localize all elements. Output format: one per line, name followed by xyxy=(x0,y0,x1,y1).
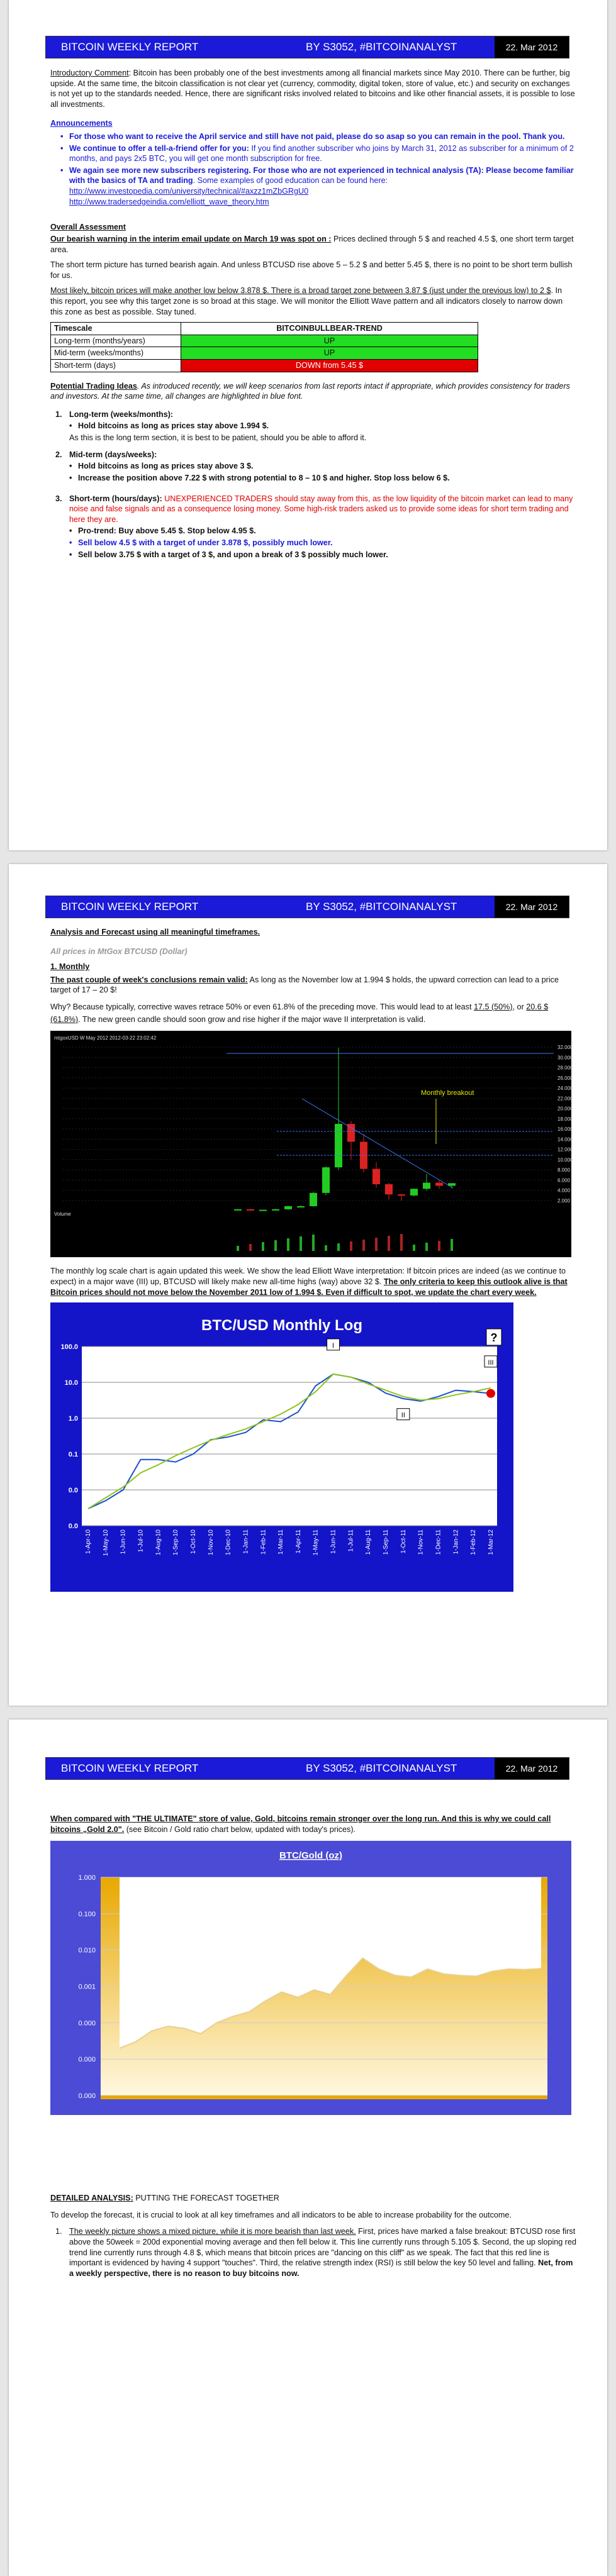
x-tick-label: 1-May-10 xyxy=(102,1530,109,1557)
volume-bar xyxy=(438,1241,440,1251)
log-chart-paragraph: The monthly log scale chart is again updated this week. We show the lead Elliott Wave interpretation: If bitcoin prices are indeed (as we continue to expect) in a major wave (III) up, BTCUSD will likely make new all-time highs (way) above 32 $. The only criteria to keep this outlook alive is that Bitcoin prices should not move below the November 2011 low of 1.994 $. Even if difficult to spot, we update the chart every week. xyxy=(50,1267,568,1297)
overall-paragraph: Our bearish warning in the interim email update on March 19 was spot on : Prices declined through 5 $ and reached 4.5 $, one short term target area. xyxy=(50,234,574,254)
candle-body xyxy=(234,1209,242,1211)
monthly-paragraph: Why? Because typically, corrective waves retrace 50% or even 61.8% of the preceding move. This would lead to at least 17.5 (50%), or 20.6 $ (61.8%). The new green candle should soon grow and rise higher if the major wave II interpretation is valid. xyxy=(50,1002,549,1024)
x-tick-label: 1-Dec-11 xyxy=(435,1530,442,1555)
y-tick-label: 100.0 xyxy=(60,1343,78,1352)
report-author: BY S3052, #BITCOINANALYST xyxy=(299,36,495,58)
candle-body xyxy=(372,1169,380,1184)
overall-heading: Overall Assessment xyxy=(50,223,126,232)
education-link[interactable]: http://www.investopedia.com/university/technical/#axzz1mZbGRgU0 xyxy=(69,187,309,196)
y-tick-label: 0.0 xyxy=(68,1523,78,1531)
report-date: 22. Mar 2012 xyxy=(495,1758,569,1779)
trend-table xyxy=(50,322,478,372)
x-tick-label: 1-Jun-10 xyxy=(120,1530,127,1555)
y-tick-label: 0.0 xyxy=(68,1487,78,1495)
table-row: Long-term (months/years) UP xyxy=(51,335,478,347)
report-banner xyxy=(45,896,569,918)
y-tick-label: 6.000 xyxy=(557,1177,571,1184)
trading-ideas-list xyxy=(50,409,576,560)
x-tick-label: 1-Oct-11 xyxy=(400,1530,407,1554)
volume-bar xyxy=(425,1243,428,1251)
trading-idea-short-term: 3. Short-term (hours/days): UNEXPERIENCED TRADERS should stay away from this, as the low liquidity of the bitcoin market can lead to many noise and false signals and as a consequence losing money. Some high-risk traders asked us to provide some ideas for short term trading and here they are. • Pro-trend: Buy above 5.45 $. Stop below 4.95 $. • Sell below 4.5 $ with a target of under 3.878 $, possibly much lower. • Sell below 3.75 $ with a target of 3 $, and upon a break of 3 $ possibly much lower. xyxy=(50,494,576,560)
wave-label: III xyxy=(488,1358,494,1367)
plot-area xyxy=(82,1346,497,1526)
wave-label: I xyxy=(332,1342,335,1350)
y-tick-label: 1.000 xyxy=(78,1874,96,1882)
chart-header: mtgoxUSD W May 2012 2012-03-22 23:02:42 xyxy=(54,1035,157,1041)
table-row: Mid-term (weeks/months) UP xyxy=(51,347,478,360)
announcement-item: • For those who want to receive the April service and still have not paid, please do so asap so you can remain in the pool. Thank you. xyxy=(60,131,576,142)
volume-bar xyxy=(237,1246,239,1251)
report-title: BITCOIN WEEKLY REPORT xyxy=(46,896,299,918)
y-tick-label: 0.100 xyxy=(78,1911,96,1919)
y-tick-label: 0.000 xyxy=(78,2056,96,2064)
btc-gold-svg xyxy=(50,1841,571,2115)
btcusd-log-chart xyxy=(50,1302,513,1592)
y-tick-label: 24.000 xyxy=(557,1085,573,1092)
announcement-item: • We again see more new subscribers registering. For those who are not experienced in technical analysis (TA): Please become familiar with the basics of TA and trading. Some examples of good education can be found here: http://www.investopedia.com/university/technical/#axzz1mZbGRgU0 http://www.tradersedgeindia.com/elliott_wave_theory.htm xyxy=(60,165,576,207)
candle-body xyxy=(435,1183,443,1186)
gold-paragraph: When compared with "THE ULTIMATE" store of value, Gold, bitcoins remain stronger over the long run. And this is why we could call bitcoins „Gold 2.0". (see Bitcoin / Gold ratio chart below, updated with today's prices). xyxy=(50,1814,551,1834)
detailed-list xyxy=(50,2226,576,2279)
monthly-paragraph: The past couple of week's conclusions remain valid: As long as the November low at 1.994 $ holds, the upward correction can lead to a price target of 17 – 20 $! xyxy=(50,975,559,995)
candle-body xyxy=(247,1209,254,1211)
candle-body xyxy=(259,1210,267,1211)
y-tick-label: 26.000 xyxy=(557,1075,573,1082)
y-tick-label: 1.0 xyxy=(68,1415,78,1423)
y-tick-label: 28.000 xyxy=(557,1065,573,1071)
y-tick-label: 8.000 xyxy=(557,1167,571,1174)
report-author: BY S3052, #BITCOINANALYST xyxy=(299,896,495,918)
detailed-item-weekly: 1. The weekly picture shows a mixed picture, while it is more bearish than last week. First, prices have marked a false breakout: BTCUSD rose first above the 50week = 200d exponential moving average and then fell below it. This line currently runs through 5.105 $. Second, the up sloping red trend line currently runs through 4.8 $, which means that bitcoin prices are "dancing on this cliff" as we speak. The fact that this red line is important is evidenced by having 4 support "touches". Third, the relative strength index (RSI) is still below the key 50 level and falling. Net, from a weekly perspective, there is no reason to buy bitcoins now. xyxy=(55,2227,576,2278)
y-tick-label: 0.000 xyxy=(78,2092,96,2101)
x-tick-label: 1-Nov-11 xyxy=(417,1530,425,1555)
x-tick-label: 1-Apr-10 xyxy=(85,1530,92,1555)
volume-bar xyxy=(312,1235,315,1251)
x-tick-label: 1-May-11 xyxy=(312,1530,320,1556)
report-title: BITCOIN WEEKLY REPORT xyxy=(46,36,299,58)
x-tick-label: 1-Mar-12 xyxy=(488,1530,495,1555)
question-mark: ? xyxy=(490,1331,498,1345)
y-tick-label: 2.000 xyxy=(557,1198,571,1204)
report-page-2 xyxy=(9,864,607,1706)
detailed-heading: DETAILED ANALYSIS: PUTTING THE FORECAST TOGETHER xyxy=(50,2194,279,2203)
x-tick-label: 1-Aug-11 xyxy=(365,1530,372,1555)
x-tick-label: 1-Jul-10 xyxy=(137,1530,145,1553)
x-tick-label: 1-Aug-10 xyxy=(155,1530,162,1556)
overall-paragraph: The short term picture has turned bearish again. And unless BTCUSD rise above 5 – 5.2 $ and better 5.45 $, there is no point to be short term bullish for us. xyxy=(50,260,573,280)
plot-baseline xyxy=(101,2096,547,2099)
x-tick-label: 1-Jan-11 xyxy=(242,1530,250,1554)
y-tick-label: 16.000 xyxy=(557,1126,573,1133)
volume-bar xyxy=(362,1240,365,1251)
y-tick-label: 0.001 xyxy=(78,1983,96,1991)
announcements-list xyxy=(60,131,576,207)
monthly-candlestick-chart xyxy=(50,1031,571,1257)
volume-bar xyxy=(400,1234,403,1251)
x-tick-label: 1-Sep-10 xyxy=(172,1530,180,1556)
candle-body xyxy=(284,1206,292,1209)
announcement-item: • We continue to offer a tell-a-friend offer for you: If you find another subscriber who joins by March 31, 2012 as subscriber for a minimum of 2 months, and pays 2x5 BTC, you will get one month subscription for free. xyxy=(60,143,576,164)
volume-bar xyxy=(287,1238,289,1251)
y-tick-label: 14.000 xyxy=(557,1136,573,1143)
y-tick-label: 0.000 xyxy=(78,2019,96,2028)
volume-bar xyxy=(262,1242,264,1251)
x-tick-label: 1-Apr-11 xyxy=(294,1530,302,1554)
table-header-row: Timescale BITCOINBULLBEAR-TREND xyxy=(51,323,478,335)
detailed-paragraph: To develop the forecast, it is crucial to look at all key timeframes and all indicators to be able to increase probability for the outcome. xyxy=(50,2210,512,2219)
volume-bar xyxy=(413,1245,415,1251)
chart-title: BTC/USD Monthly Log xyxy=(201,1317,362,1335)
x-tick-label: 1-Jan-12 xyxy=(452,1530,460,1555)
y-tick-label: 32.000 xyxy=(557,1045,573,1051)
x-tick-label: 1-Sep-11 xyxy=(383,1530,390,1555)
volume-bar xyxy=(325,1245,327,1251)
prices-note: All prices in MtGox BTCUSD (Dollar) xyxy=(50,947,188,956)
volume-bar xyxy=(274,1240,277,1251)
x-tick-label: 1-Feb-11 xyxy=(260,1530,267,1555)
report-date: 22. Mar 2012 xyxy=(495,36,569,58)
report-page-1 xyxy=(9,0,607,850)
report-title: BITCOIN WEEKLY REPORT xyxy=(46,1758,299,1779)
chart-title: BTC/Gold (oz) xyxy=(279,1850,342,1862)
report-author: BY S3052, #BITCOINANALYST xyxy=(299,1758,495,1779)
candle-body xyxy=(398,1195,405,1196)
y-tick-label: 10.0 xyxy=(64,1379,78,1387)
monthly-breakout-label: Monthly breakout xyxy=(421,1089,474,1097)
education-link[interactable]: http://www.tradersedgeindia.com/elliott_wave_theory.htm xyxy=(69,197,269,206)
x-tick-label: 1-Jul-11 xyxy=(347,1530,355,1552)
volume-bar xyxy=(249,1244,252,1251)
x-tick-label: 1-Nov-10 xyxy=(207,1530,215,1556)
page-2-content xyxy=(50,927,576,1592)
candle-body xyxy=(335,1124,342,1167)
volume-bar xyxy=(300,1236,302,1251)
candle-body xyxy=(347,1124,355,1141)
x-tick-label: 1-Oct-10 xyxy=(189,1530,197,1555)
volume-bar xyxy=(337,1243,340,1251)
y-tick-label: 4.000 xyxy=(557,1188,571,1194)
monthly-heading: 1. Monthly xyxy=(50,962,90,972)
y-tick-label: 20.000 xyxy=(557,1106,573,1112)
volume-bar xyxy=(350,1241,352,1251)
page-1-content xyxy=(50,68,576,566)
candlestick-svg xyxy=(50,1031,571,1257)
report-banner xyxy=(45,1757,569,1780)
candle-body xyxy=(385,1184,393,1194)
candle-body xyxy=(322,1167,330,1193)
y-tick-label: 30.000 xyxy=(557,1055,573,1061)
overall-paragraph: Most likely, bitcoin prices will make another low below 3.878 $. There is a broad target zone between 3.87 $ (just under the previous low) to 2 $. In this report, you see why this target zone is so broad at this stage. We will monitor the Elliott Wave pattern and all indicators closely to narrow down this zone as best as possible. Stay tuned. xyxy=(50,286,563,316)
volume-bar xyxy=(375,1238,378,1251)
candle-body xyxy=(272,1209,279,1211)
trading-idea-long-term: 1. Long-term (weeks/months): • Hold bitcoins as long as prices stay above 1.994 $. As this is the long term section, it is best to be patient, should you be able to afford it. xyxy=(50,409,576,443)
y-tick-label: 10.000 xyxy=(557,1157,573,1163)
announcements-heading: Announcements xyxy=(50,119,113,128)
y-tick-label: 12.000 xyxy=(557,1146,573,1153)
current-price-dot xyxy=(486,1389,495,1398)
candle-body xyxy=(410,1189,418,1196)
trading-ideas-intro: Potential Trading Ideas. As introduced recently, we will keep scenarios from last reports intact if appropriate, which provides consistency for traders and investors. At the same time, all changes are highlighted in blue font. xyxy=(50,381,570,401)
y-tick-label: 0.010 xyxy=(78,1946,96,1955)
x-tick-label: 1-Jun-11 xyxy=(330,1530,337,1554)
intro-paragraph: Introductory Comment: Bitcoin has been probably one of the best investments among all financial markets since May 2010. There can be further, big upside. At the same time, the bitcoin classification is not clear yet (currency, commodity, digital token, store of value, etc.) and security on exchanges is not yet up to the standards needed. Hence, there are significant risks involved related to bitcoins and like other financial assets, it is possible to lose all investments. xyxy=(50,69,575,109)
trading-idea-mid-term: 2. Mid-term (days/weeks): • Hold bitcoins as long as prices stay above 3 $. • Increase the position above 7.22 $ with strong potential to 8 – 10 $ and higher. Stop loss below 6 $. xyxy=(50,450,576,484)
y-tick-label: 0.1 xyxy=(68,1451,78,1459)
x-tick-label: 1-Dec-10 xyxy=(225,1530,232,1556)
y-tick-label: 18.000 xyxy=(557,1116,573,1123)
y-tick-label: 22.000 xyxy=(557,1096,573,1102)
page-3-content xyxy=(50,1814,576,2285)
x-tick-label: 1-Mar-11 xyxy=(277,1530,285,1555)
volume-bar xyxy=(388,1236,390,1251)
btc-gold-chart xyxy=(50,1841,571,2115)
volume-bar xyxy=(451,1239,453,1251)
btcusd-log-svg xyxy=(50,1302,513,1592)
analysis-heading: Analysis and Forecast using all meaningful timeframes. xyxy=(50,928,260,936)
wave-label: II xyxy=(401,1411,405,1419)
report-date: 22. Mar 2012 xyxy=(495,896,569,918)
report-banner xyxy=(45,36,569,58)
candle-body xyxy=(423,1183,430,1189)
x-tick-label: 1-Feb-12 xyxy=(470,1530,478,1555)
candle-body xyxy=(310,1193,317,1206)
candle-body xyxy=(297,1206,305,1208)
table-row: Short-term (days) DOWN from 5.45 $ xyxy=(51,360,478,372)
report-page-3 xyxy=(9,1719,607,2576)
volume-label: Volume xyxy=(54,1211,71,1218)
